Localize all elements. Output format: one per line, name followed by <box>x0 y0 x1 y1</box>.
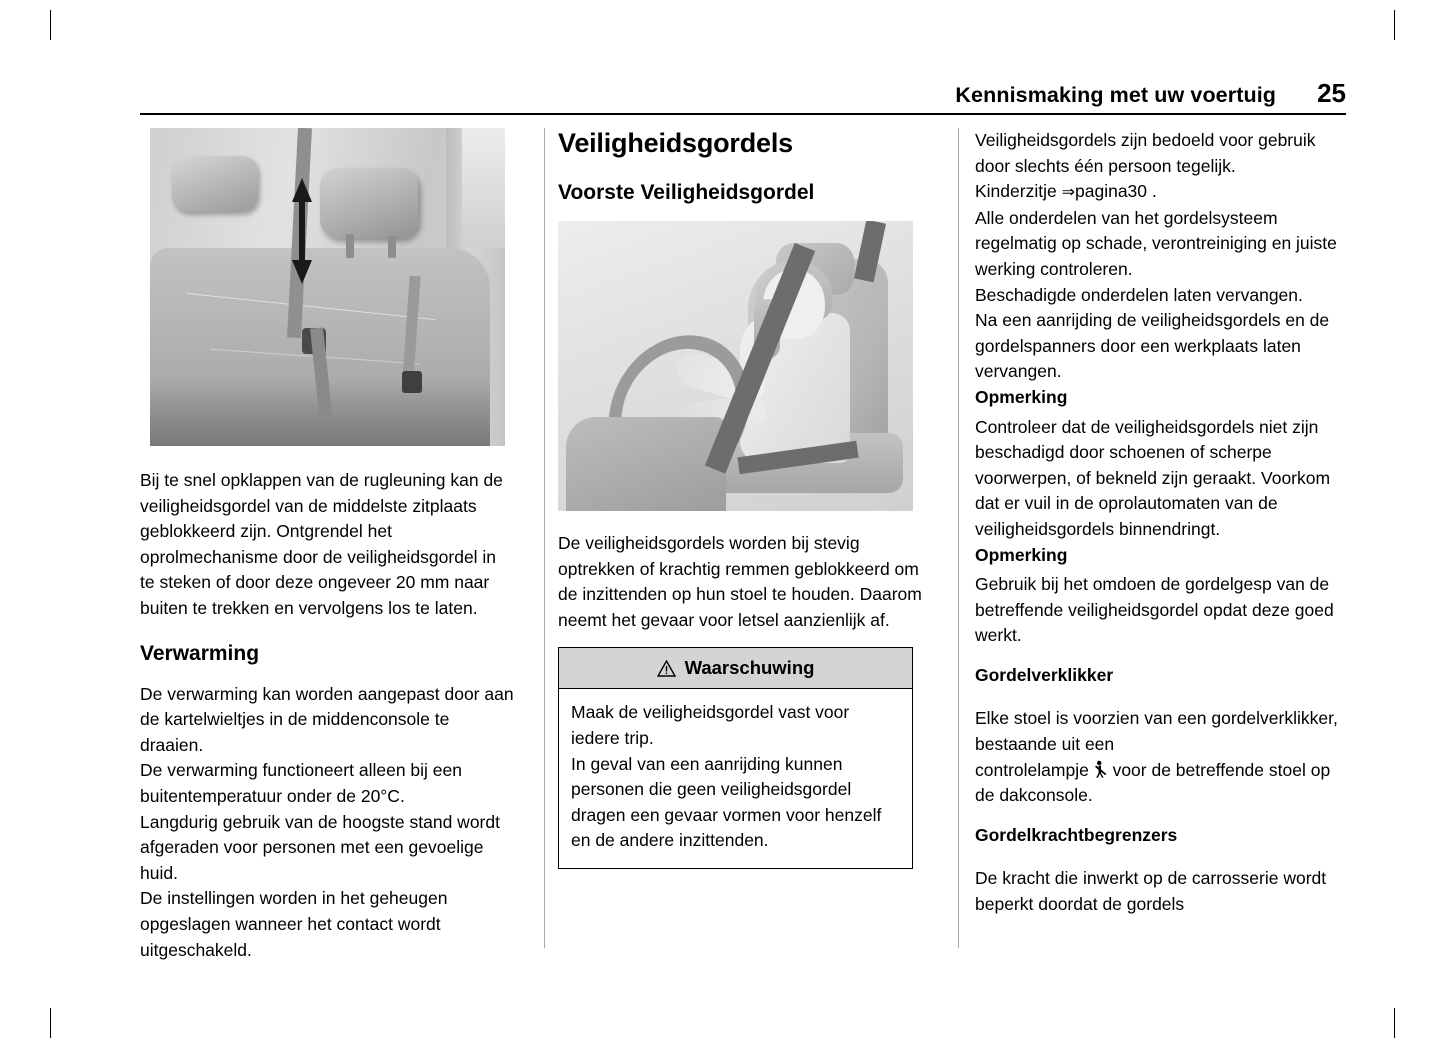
warning-box-header <box>559 648 912 689</box>
front-seatbelt-subsection-title: Voorste Veiligheidsgordel <box>558 181 815 204</box>
warning-line-1: Maak de veiligheidsgordel vast voor iedere trip. <box>571 702 850 748</box>
cross-reference-label: Kinderzitje <box>975 181 1057 202</box>
belt-reminder-lamp-label: controlelampje <box>975 759 1089 780</box>
crop-mark-top-left <box>50 10 51 40</box>
note-1-heading: Opmerking <box>975 386 1068 407</box>
heating-paragraph-2: De verwarming functioneert alleen bij een buitentemperatuur onder de 20°C. <box>140 760 462 806</box>
crop-mark-top-right <box>1394 10 1395 40</box>
single-person-paragraph: Veiligheidsgordels zijn bedoeld voor gebruik door slechts één persoon tegelijk. <box>975 130 1316 176</box>
belt-reminder-text-2 <box>975 758 1350 809</box>
after-crash-paragraph: Na een aanrijding de veiligheidsgordels en de gordelspanners door een werkplaats laten vervangen. <box>975 310 1330 382</box>
head-restraint-right-shape <box>320 168 418 238</box>
page-number: 25 <box>1317 78 1346 108</box>
page-columns <box>140 128 1346 958</box>
heating-paragraph-4: De instellingen worden in het geheugen opgeslagen wanneer het contact wordt uitgeschakeld. <box>140 888 448 960</box>
rear-seat-intro-paragraph: Bij te snel opklappen van de rugleuning kan de veiligheidsgordel van de middelste zitplaats geblokkeerd zijn. Ontgrendel het oprolmechanisme door de veiligheidsgordel in te steken of door deze ongeveer 20 mm naar buiten te trekken en vervolgens los te laten. <box>140 470 503 618</box>
warning-line-2: In geval van een aanrijding kunnen personen die geen veiligheidsgordel dragen een gevaar vormen voor henzelf en de andere inzittenden. <box>571 753 882 851</box>
head-restraint-post-b <box>388 236 396 258</box>
warning-box-body <box>559 689 912 868</box>
note-2-heading: Opmerking <box>975 544 1068 565</box>
warning-box <box>558 647 913 869</box>
note-1-text: Controleer dat de veiligheidsgordels niet zijn beschadigd door schoenen of scherpe voorwerpen, of bekneld zijn geraakt. Voorkom dat er vuil in de oprolautomaten van de veiligheidsgordels binnendringt. <box>975 416 1331 539</box>
note-2-text: Gebruik bij het omdoen de gordelgesp van de betreffende veiligheidsgordel opdat deze goed werkt. <box>975 574 1334 646</box>
seatbelts-section-title: Veiligheidsgordels <box>558 128 793 158</box>
head-restraint-post-a <box>346 234 354 258</box>
column-right <box>975 128 1350 958</box>
up-down-arrow-icon <box>290 176 314 286</box>
driver-with-seatbelt-illustration <box>558 221 913 511</box>
warning-box-title: Waarschuwing <box>684 657 815 679</box>
page-header <box>140 78 1346 109</box>
column-divider-2 <box>958 128 959 948</box>
cross-reference-target: pagina30 . <box>1075 181 1157 202</box>
cross-reference-arrow-icon: ⇒ <box>1061 184 1075 202</box>
seatbelt-function-paragraph: De veiligheidsgordels worden bij stevig optrekken of krachtig remmen geblokkeerd om de inzittenden op hun stoel te houden. Daarom neemt het gevaar voor letsel aanzienlijk af. <box>558 533 922 630</box>
force-limiter-text: De kracht die inwerkt op de carrosserie wordt beperkt doordat de gordels <box>975 868 1327 915</box>
side-seat-belt-tongue <box>402 371 422 393</box>
seat-belt-warning-icon <box>1094 760 1108 779</box>
header-divider <box>140 113 1346 115</box>
belt-reminder-heading: Gordelverklikker <box>975 664 1114 685</box>
head-restraint-left-shape <box>172 156 258 212</box>
replace-damaged-paragraph: Beschadigde onderdelen laten vervangen. <box>975 284 1303 305</box>
belt-reminder-text-1: Elke stoel is voorzien van een gordelverklikker, bestaande uit een <box>975 708 1338 755</box>
rear-seat-head-restraint-illustration <box>150 128 505 446</box>
heating-paragraph-1: De verwarming kan worden aangepast door aan de kartelwieltjes in de middenconsole te draaien. <box>140 683 514 755</box>
child-seat-cross-reference <box>975 179 1350 206</box>
dashboard-shape <box>566 417 726 511</box>
driver-with-seatbelt-figure <box>558 221 913 511</box>
force-limiter-heading: Gordelkrachtbegrenzers <box>975 824 1178 845</box>
rear-seat-head-restraint-figure <box>140 128 505 446</box>
warning-triangle-icon <box>657 660 676 677</box>
side-window-shape <box>462 128 505 248</box>
heating-paragraph-3: Langdurig gebruik van de hoogste stand wordt afgeraden voor personen met een gevoelige huid. <box>140 811 500 883</box>
heating-heading: Verwarming <box>140 641 260 665</box>
crop-mark-bottom-right <box>1394 1008 1395 1038</box>
column-divider-1 <box>544 128 545 948</box>
inspection-paragraph: Alle onderdelen van het gordelsysteem regelmatig op schade, verontreiniging en juiste werking controleren. <box>975 207 1337 279</box>
column-middle <box>558 128 933 958</box>
crop-mark-bottom-left <box>50 1008 51 1038</box>
column-left <box>140 128 515 958</box>
belt-reminder-lamp-suffix: voor de betreffende stoel op de dakconsole. <box>975 759 1331 806</box>
page-title: Kennismaking met uw voertuig <box>955 83 1276 107</box>
